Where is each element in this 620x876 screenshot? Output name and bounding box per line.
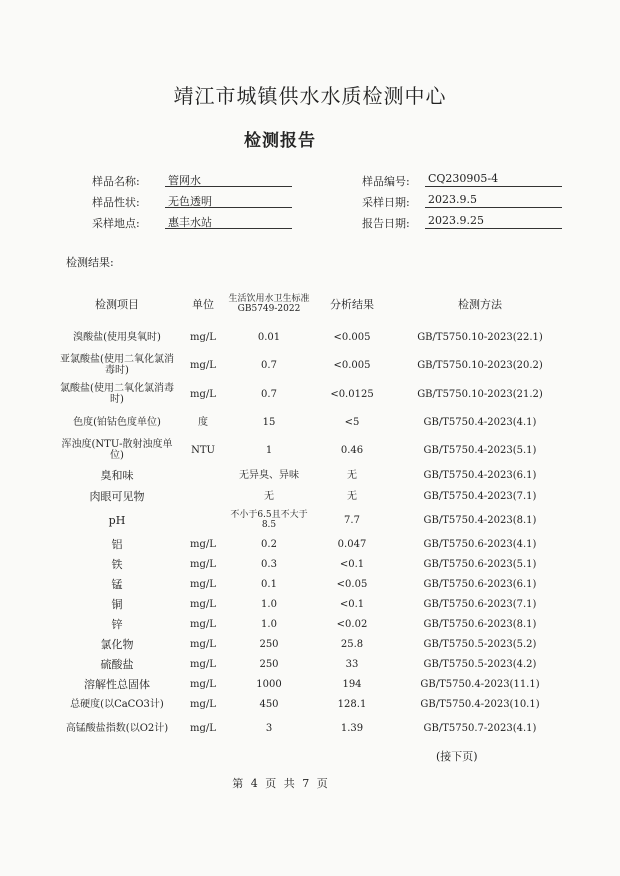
row-item: 氯酸盐(使用二氧化氯消毒时) <box>60 383 174 405</box>
row-method: GB/T5750.4-2023(4.1) <box>423 416 537 428</box>
sample-name-label: 样品名称: <box>92 175 140 188</box>
row-standard: 无 <box>264 490 274 502</box>
row-result: <0.02 <box>336 618 368 630</box>
row-method: GB/T5750.6-2023(7.1) <box>423 598 537 610</box>
row-method: GB/T5750.4-2023(11.1) <box>420 678 540 690</box>
row-item: 浑浊度(NTU-散射浊度单位) <box>61 439 173 461</box>
row-result: <5 <box>344 416 360 428</box>
row-standard: 不小于6.5且不大于8.5 <box>230 510 308 530</box>
report-title: 检测报告 <box>244 131 316 151</box>
row-item: 溶解性总固体 <box>84 677 150 691</box>
header-method: 检测方法 <box>458 297 502 311</box>
sampling-date-label: 采样日期: <box>362 196 410 209</box>
report-date-value: 2023.9.25 <box>425 214 562 229</box>
row-standard: 1000 <box>256 678 282 690</box>
row-result: 33 <box>345 658 359 670</box>
row-method: GB/T5750.5-2023(4.2) <box>423 658 537 670</box>
row-standard: 0.2 <box>261 538 277 550</box>
table-row <box>54 436 568 464</box>
results-section-label: 检测结果: <box>66 256 114 269</box>
row-method: GB/T5750.6-2023(5.1) <box>423 558 537 570</box>
row-unit: mg/L <box>190 538 216 550</box>
row-method: GB/T5750.4-2023(10.1) <box>420 698 540 710</box>
row-item: 高锰酸盐指数(以O2计) <box>65 722 169 734</box>
row-result: 0.46 <box>340 444 364 456</box>
row-unit: mg/L <box>190 388 216 400</box>
sample-location-value: 惠丰水站 <box>165 214 292 229</box>
row-standard: 15 <box>262 416 276 428</box>
row-item: 亚氯酸盐(使用二氧化氯消毒时) <box>60 354 174 376</box>
row-standard: 250 <box>259 658 279 670</box>
row-method: GB/T5750.7-2023(4.1) <box>423 722 537 734</box>
row-standard: 450 <box>259 698 279 710</box>
row-item: 溴酸盐(使用臭氧时) <box>73 331 161 343</box>
row-standard: 0.7 <box>261 359 277 371</box>
table-row <box>54 350 568 380</box>
table-row <box>54 694 568 714</box>
row-unit: mg/L <box>190 638 216 650</box>
row-method: GB/T5750.6-2023(4.1) <box>423 538 537 550</box>
row-item: 硫酸盐 <box>100 657 134 671</box>
row-standard: 1 <box>265 444 273 456</box>
sampling-date-value: 2023.9.5 <box>425 193 562 208</box>
row-unit: 度 <box>198 416 208 428</box>
row-result: 128.1 <box>337 698 367 710</box>
row-unit: mg/L <box>190 359 216 371</box>
row-method: GB/T5750.10-2023(22.1) <box>417 331 543 343</box>
table-row <box>54 574 568 594</box>
row-unit: mg/L <box>190 698 216 710</box>
row-unit: mg/L <box>190 658 216 670</box>
row-unit: mg/L <box>190 722 216 734</box>
sample-number-label: 样品编号: <box>362 175 410 188</box>
row-item: 色度(铂钴色度单位) <box>73 416 161 428</box>
row-unit: mg/L <box>190 331 216 343</box>
row-unit <box>180 486 226 506</box>
continued-note: (接下页) <box>436 750 478 763</box>
row-result: <0.1 <box>339 598 365 610</box>
table-row <box>54 380 568 408</box>
row-result: <0.05 <box>336 578 368 590</box>
row-method: GB/T5750.4-2023(5.1) <box>423 444 537 456</box>
row-result: 1.39 <box>340 722 364 734</box>
row-standard: 1.0 <box>261 598 277 610</box>
sample-character-value: 无色透明 <box>165 193 292 208</box>
row-item: 铝 <box>111 537 123 551</box>
row-item: 锌 <box>111 617 123 631</box>
row-result: 0.047 <box>337 538 367 550</box>
row-unit: mg/L <box>190 558 216 570</box>
row-item: 锰 <box>111 577 123 591</box>
header-item: 检测项目 <box>95 297 139 311</box>
row-unit: mg/L <box>190 678 216 690</box>
table-row <box>54 506 568 534</box>
org-title: 靖江市城镇供水水质检测中心 <box>173 84 447 108</box>
row-method: GB/T5750.10-2023(21.2) <box>417 388 543 400</box>
row-item: 铜 <box>111 597 123 611</box>
row-result: <0.005 <box>333 331 371 343</box>
row-method: GB/T5750.6-2023(6.1) <box>423 578 537 590</box>
row-unit <box>180 464 226 486</box>
table-row <box>54 408 568 436</box>
row-item: 总硬度(以CaCO3计) <box>70 698 164 710</box>
row-result: <0.1 <box>339 558 365 570</box>
table-row <box>54 554 568 574</box>
row-item: 氯化物 <box>100 637 134 651</box>
row-item: 铁 <box>111 557 123 571</box>
header-standard: 生活饮用水卫生标准GB5749-2022 <box>228 294 310 314</box>
row-method: GB/T5750.5-2023(5.2) <box>423 638 537 650</box>
row-result: <0.0125 <box>330 388 374 400</box>
table-row <box>54 654 568 674</box>
row-standard: 250 <box>259 638 279 650</box>
row-method: GB/T5750.6-2023(8.1) <box>423 618 537 630</box>
row-standard: 1.0 <box>261 618 277 630</box>
sample-number-value: CQ230905-4 <box>425 172 562 187</box>
sample-location-label: 采样地点: <box>92 217 140 230</box>
row-standard: 0.3 <box>261 558 277 570</box>
row-method: GB/T5750.4-2023(6.1) <box>423 469 537 481</box>
row-standard: 0.01 <box>257 331 281 343</box>
table-row <box>54 634 568 654</box>
report-date-label: 报告日期: <box>362 217 410 230</box>
row-unit <box>180 506 226 534</box>
sample-name-value: 管网水 <box>165 172 292 187</box>
row-result: <0.005 <box>333 359 371 371</box>
sample-character-label: 样品性状: <box>92 196 140 209</box>
row-unit: mg/L <box>190 618 216 630</box>
row-result: 7.7 <box>344 514 360 526</box>
row-result: 25.8 <box>340 638 364 650</box>
table-row <box>54 534 568 554</box>
row-standard: 3 <box>265 722 273 734</box>
row-item: pH <box>108 513 126 527</box>
table-header-row <box>54 284 568 324</box>
row-result: 无 <box>347 490 357 502</box>
row-standard: 无异臭、异味 <box>239 469 299 481</box>
row-method: GB/T5750.4-2023(7.1) <box>423 490 537 502</box>
row-result: 无 <box>347 469 357 481</box>
row-item: 肉眼可见物 <box>89 489 145 503</box>
header-unit: 单位 <box>192 297 214 311</box>
row-method: GB/T5750.4-2023(8.1) <box>423 514 537 526</box>
table-row <box>54 614 568 634</box>
table-row <box>54 594 568 614</box>
table-row <box>54 464 568 486</box>
row-item: 臭和味 <box>100 468 134 482</box>
table-row <box>54 486 568 506</box>
row-unit: mg/L <box>190 598 216 610</box>
row-method: GB/T5750.10-2023(20.2) <box>417 359 543 371</box>
row-unit: NTU <box>191 444 215 456</box>
results-table <box>54 284 568 742</box>
row-result: 194 <box>342 678 362 690</box>
row-unit: mg/L <box>190 578 216 590</box>
page-number: 第 4 页 共 7 页 <box>232 777 328 790</box>
table-row <box>54 714 568 742</box>
row-standard: 0.7 <box>261 388 277 400</box>
row-standard: 0.1 <box>261 578 277 590</box>
table-row <box>54 674 568 694</box>
header-result: 分析结果 <box>330 297 374 311</box>
table-row <box>54 324 568 350</box>
